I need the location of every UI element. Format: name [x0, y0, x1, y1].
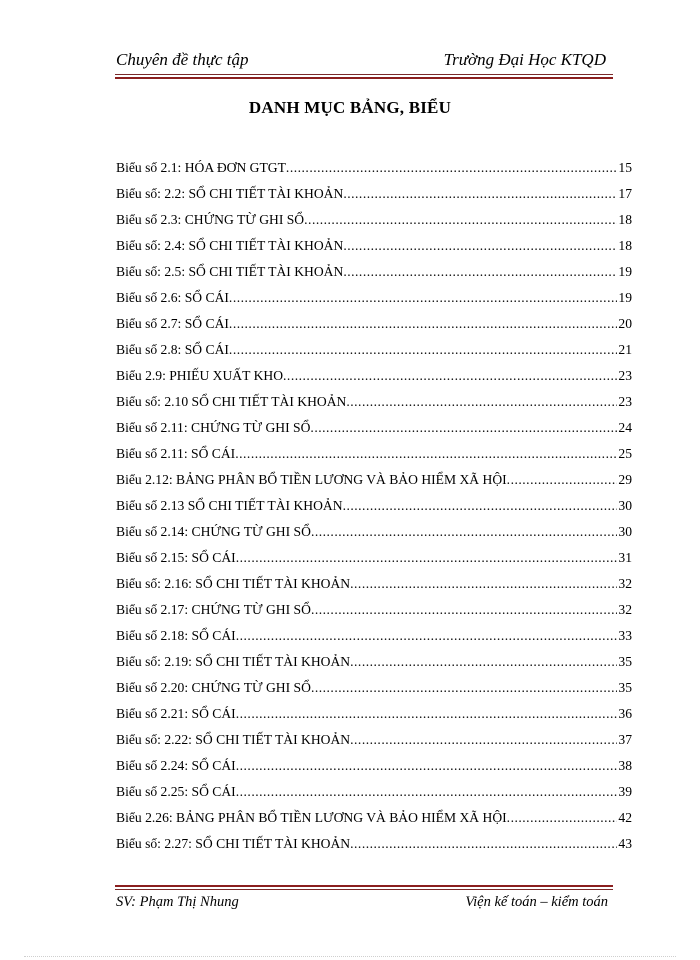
- toc-entry-label: Biểu số: 2.27: SỔ CHI TIẾT TÀI KHOẢN: [116, 836, 351, 851]
- toc-entry-page: 38: [618, 758, 632, 773]
- toc-entry-label: Biểu số 2.13 SỔ CHI TIẾT TÀI KHOẢN: [116, 498, 343, 513]
- toc-dot-leader: [229, 342, 617, 358]
- toc-dot-leader: [229, 316, 617, 332]
- toc-entry-page: 31: [618, 550, 632, 565]
- toc-dot-leader: [236, 784, 618, 800]
- toc-entry-page: 19: [618, 264, 632, 279]
- toc-entry-label: Biểu 2.26: BẢNG PHÂN BỔ TIỀN LƯƠNG VÀ BẢO HIỂM XÃ HỘI: [116, 810, 507, 825]
- toc-entry-page: 30: [618, 524, 632, 539]
- toc-entry[interactable]: [116, 602, 632, 628]
- toc-entry[interactable]: [116, 290, 632, 316]
- toc-dot-leader: [310, 420, 617, 436]
- toc-entry-label: Biểu số 2.20: CHỨNG TỪ GHI SỔ: [116, 680, 311, 695]
- toc-entry-label: Biểu 2.9: PHIẾU XUẤT KHO: [116, 368, 284, 383]
- toc-entry-page: 18: [618, 212, 632, 227]
- toc-entry-label: Biểu số: 2.22: SỔ CHI TIẾT TÀI KHOẢN: [116, 732, 351, 747]
- toc-dot-leader: [311, 602, 617, 618]
- toc-entry[interactable]: [116, 238, 632, 264]
- toc-entry-page: 42: [618, 810, 632, 825]
- toc-entry-label: Biểu số 2.25: SỔ CÁI: [116, 784, 236, 799]
- toc-entry-label: Biểu số 2.11: SỔ CÁI: [116, 446, 236, 461]
- page-break-line: [24, 956, 676, 957]
- toc-entry-page: 32: [618, 602, 632, 617]
- toc-entry-page: 37: [618, 732, 632, 747]
- toc-dot-leader: [236, 706, 618, 722]
- header-left-text: Chuyên đề thực tập: [116, 50, 249, 69]
- toc-dot-leader: [343, 238, 617, 254]
- toc-entry-page: 33: [618, 628, 632, 643]
- toc-entry-label: Biểu số: 2.2: SỔ CHI TIẾT TÀI KHOẢN: [116, 186, 344, 201]
- toc-entry-page: 29: [618, 472, 632, 487]
- toc-entry[interactable]: [116, 680, 632, 706]
- toc-entry-label: Biểu số: 2.10 SỔ CHI TIẾT TÀI KHOẢN: [116, 394, 347, 409]
- toc-dot-leader: [236, 628, 618, 644]
- toc-entry[interactable]: [116, 628, 632, 654]
- toc-entry[interactable]: [116, 420, 632, 446]
- toc-entry-label: Biểu số: 2.4: SỔ CHI TIẾT TÀI KHOẢN: [116, 238, 344, 253]
- toc-dot-leader: [236, 550, 618, 566]
- toc-entry[interactable]: [116, 654, 632, 680]
- toc-entry-page: 36: [618, 706, 632, 721]
- page-header: [116, 50, 606, 72]
- toc-entry-page: 15: [618, 160, 632, 175]
- toc-entry-page: 39: [618, 784, 632, 799]
- toc-entry-page: 23: [618, 394, 632, 409]
- toc-dot-leader: [311, 524, 617, 540]
- toc-entry-page: 32: [618, 576, 632, 591]
- toc-entry-page: 17: [618, 186, 632, 201]
- toc-entry-page: 23: [618, 368, 632, 383]
- toc-entry[interactable]: [116, 498, 632, 524]
- toc-entry-label: Biểu số 2.7: SỔ CÁI: [116, 316, 229, 331]
- toc-dot-leader: [235, 446, 617, 462]
- toc-dot-leader: [507, 472, 618, 488]
- toc-entry-label: Biểu số 2.21: SỔ CÁI: [116, 706, 236, 721]
- toc-entry[interactable]: [116, 316, 632, 342]
- footer-left-text: SV: Phạm Thị Nhung: [116, 894, 239, 910]
- toc-dot-leader: [229, 290, 617, 306]
- toc-dot-leader: [350, 732, 617, 748]
- toc-entry-label: Biểu số 2.18: SỔ CÁI: [116, 628, 236, 643]
- toc-dot-leader: [507, 810, 618, 826]
- toc-dot-leader: [343, 264, 617, 280]
- toc-entry-page: 18: [618, 238, 632, 253]
- toc-entry-label: Biểu số 2.24: SỔ CÁI: [116, 758, 236, 773]
- toc-entry-page: 19: [618, 290, 632, 305]
- toc-entry[interactable]: [116, 576, 632, 602]
- toc-entry[interactable]: [116, 342, 632, 368]
- toc-entry-page: 24: [618, 420, 632, 435]
- header-right-text: Trường Đại Học KTQD: [443, 50, 606, 69]
- toc-entry[interactable]: [116, 368, 632, 394]
- toc-entry-label: Biểu số: 2.19: SỔ CHI TIẾT TÀI KHOẢN: [116, 654, 351, 669]
- toc-entry-label: Biểu số 2.14: CHỨNG TỪ GHI SỔ: [116, 524, 311, 539]
- toc-entry-page: 35: [618, 654, 632, 669]
- toc-entry[interactable]: [116, 706, 632, 732]
- toc-entry-label: Biểu số 2.3: CHỨNG TỪ GHI SỔ: [116, 212, 305, 227]
- toc-entry-page: 20: [618, 316, 632, 331]
- toc-entry-label: Biểu số 2.8: SỔ CÁI: [116, 342, 229, 357]
- toc-entry[interactable]: [116, 784, 632, 810]
- toc-dot-leader: [350, 836, 617, 852]
- toc-entry[interactable]: [116, 160, 632, 186]
- page-title: DANH MỤC BẢNG, BIỂU: [248, 98, 452, 117]
- header-rule: [115, 74, 613, 79]
- toc-entry[interactable]: [116, 550, 632, 576]
- toc-entry[interactable]: [116, 472, 632, 498]
- toc-entry-label: Biểu số 2.6: SỔ CÁI: [116, 290, 229, 305]
- toc-entry[interactable]: [116, 732, 632, 758]
- toc-entry[interactable]: [116, 186, 632, 212]
- toc-entry[interactable]: [116, 524, 632, 550]
- toc-entry[interactable]: [116, 446, 632, 472]
- toc-entry-page: 25: [618, 446, 632, 461]
- toc-entry[interactable]: [116, 264, 632, 290]
- toc-entry-label: Biểu số 2.15: SỔ CÁI: [116, 550, 236, 565]
- toc-dot-leader: [350, 654, 617, 670]
- toc-entry-page: 35: [618, 680, 632, 695]
- toc-entry-page: 21: [618, 342, 632, 357]
- toc-entry[interactable]: [116, 810, 632, 836]
- toc-dot-leader: [346, 394, 617, 410]
- toc-entry-page: 30: [618, 498, 632, 513]
- toc-dot-leader: [343, 186, 617, 202]
- toc-dot-leader: [350, 576, 617, 592]
- page-footer: [116, 894, 608, 914]
- toc-entry-label: Biểu số: 2.5: SỔ CHI TIẾT TÀI KHOẢN: [116, 264, 344, 279]
- toc-entry-label: Biểu số 2.1: HÓA ĐƠN GTGT: [116, 160, 286, 175]
- toc-entry-label: Biểu 2.12: BẢNG PHÂN BỔ TIỀN LƯƠNG VÀ BẢO HIỂM XÃ HỘI: [116, 472, 507, 487]
- toc-dot-leader: [304, 212, 617, 228]
- toc-dot-leader: [311, 680, 617, 696]
- toc-entry[interactable]: [116, 212, 632, 238]
- toc-dot-leader: [286, 160, 617, 176]
- footer-right-text: Viện kế toán – kiểm toán: [465, 894, 608, 910]
- toc-entry-label: Biểu số 2.17: CHỨNG TỪ GHI SỔ: [116, 602, 311, 617]
- toc-entry-label: Biểu số 2.11: CHỨNG TỪ GHI SỔ: [116, 420, 311, 435]
- toc-dot-leader: [236, 758, 618, 774]
- toc-entry[interactable]: [116, 394, 632, 420]
- toc-dot-leader: [283, 368, 617, 384]
- toc-entry[interactable]: [116, 836, 632, 862]
- toc-entry[interactable]: [116, 758, 632, 784]
- table-of-contents: [116, 160, 632, 862]
- footer-rule: [115, 885, 613, 890]
- toc-entry-page: 43: [618, 836, 632, 851]
- toc-dot-leader: [343, 498, 618, 514]
- toc-entry-label: Biểu số: 2.16: SỔ CHI TIẾT TÀI KHOẢN: [116, 576, 351, 591]
